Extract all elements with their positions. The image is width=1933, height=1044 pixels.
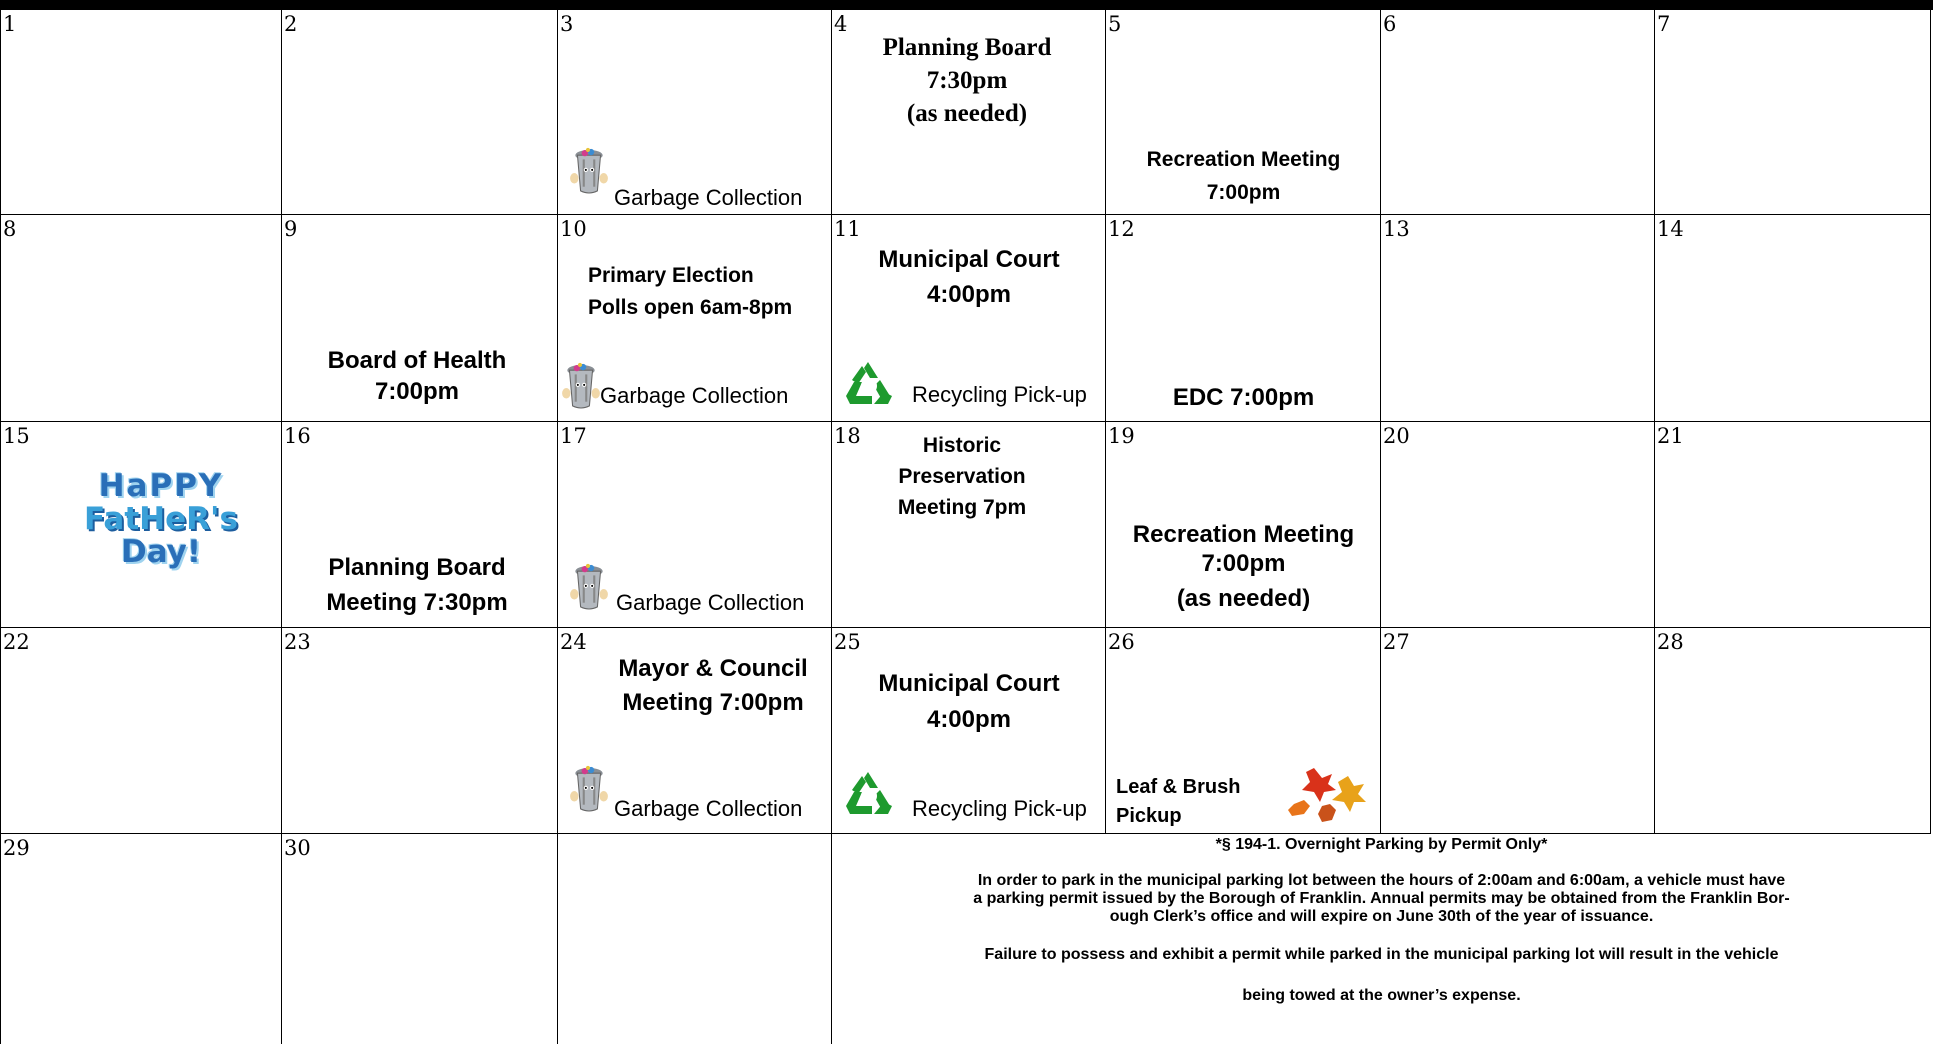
autumn-leaves-icon: [1284, 764, 1374, 826]
day-cell-11[interactable]: [832, 215, 1106, 422]
day-cell-9[interactable]: [282, 215, 558, 422]
parking-notice-line-1: In order to park in the municipal parking lot between the hours of 2:00am and 6:00am, a vehicle must have: [977, 872, 1786, 889]
day-cell-18[interactable]: [832, 422, 1106, 628]
day-number: 4: [834, 12, 848, 36]
day-cell-23[interactable]: [282, 628, 558, 834]
empty-cell: [558, 834, 832, 1044]
day-number: 28: [1657, 630, 1684, 654]
day-cell-22[interactable]: [0, 628, 282, 834]
day-number: 17: [560, 424, 587, 448]
day-cell-6[interactable]: [1381, 10, 1655, 215]
day-number: 12: [1108, 217, 1135, 241]
garbage-collection-label: Garbage Collection: [616, 590, 805, 615]
event-time: 7:30pm: [926, 67, 1008, 94]
event-time: 7:00pm: [1206, 181, 1281, 204]
parking-notice-line-3: ough Clerk’s office and will expire on June 30th of the year of issuance.: [1109, 908, 1654, 925]
day-cell-29[interactable]: [0, 834, 282, 1044]
recreation-meeting-event: [1106, 520, 1381, 613]
event-time: Meeting 7:00pm: [622, 689, 804, 716]
parking-notice-title: *§ 194-1. Overnight Parking by Permit Only*: [1215, 836, 1548, 853]
day-cell-16[interactable]: [282, 422, 558, 628]
event-time: 4:00pm: [926, 706, 1012, 733]
day-cell-15[interactable]: [0, 422, 282, 628]
day-number: 22: [3, 630, 30, 654]
day-number: 15: [3, 424, 30, 448]
day-number: 25: [834, 630, 861, 654]
day-cell-10[interactable]: [558, 215, 832, 422]
day-number: 11: [834, 217, 861, 241]
event-title: Planning Board: [328, 554, 506, 581]
event-title: Municipal Court: [878, 670, 1060, 697]
event-title: Leaf & Brush: [1116, 776, 1241, 798]
day-number: 26: [1108, 630, 1135, 654]
parking-notice-line-2: a parking permit issued by the Borough of Franklin. Annual permits may be obtained from the Franklin Bor-: [973, 890, 1790, 907]
day-number: 29: [3, 836, 30, 860]
day-number: 16: [284, 424, 311, 448]
day-number: 30: [284, 836, 311, 860]
day-number: 27: [1383, 630, 1410, 654]
day-number: 7: [1657, 12, 1671, 36]
event-note: (as needed): [906, 100, 1028, 127]
municipal-court-event: [832, 242, 1106, 312]
day-cell-17[interactable]: [558, 422, 832, 628]
board-of-health-event: [282, 345, 552, 407]
parking-notice-line-5: being towed at the owner’s expense.: [1242, 987, 1521, 1004]
day-number: 6: [1383, 12, 1397, 36]
recycling-pickup-label: Recycling Pick-up: [912, 796, 1087, 821]
garbage-can-icon: [568, 562, 610, 614]
day-cell-27[interactable]: [1381, 628, 1655, 834]
planning-board-meeting-event: [282, 550, 552, 620]
leaf-brush-event: [1116, 773, 1240, 831]
planning-board-event: [852, 31, 1082, 130]
recycle-icon: [844, 360, 894, 406]
parking-notice-line-4: Failure to possess and exhibit a permit while parked in the municipal parking lot will result in the vehicle: [984, 946, 1779, 963]
event-title: Municipal Court: [878, 246, 1060, 273]
mayor-council-event: [598, 652, 828, 720]
day-cell-19[interactable]: [1106, 422, 1381, 628]
event-title: Primary Election: [588, 264, 754, 287]
day-cell-26[interactable]: [1106, 628, 1381, 834]
garbage-collection-label: Garbage Collection: [600, 383, 789, 408]
event-note: (as needed): [1176, 585, 1311, 612]
day-cell-7[interactable]: [1655, 10, 1931, 215]
event-time: 4:00pm: [926, 281, 1012, 308]
day-number: 8: [3, 217, 17, 241]
event-title: Planning Board: [882, 34, 1052, 61]
day-number: 21: [1657, 424, 1684, 448]
day-cell-12[interactable]: [1106, 215, 1381, 422]
day-number: 2: [284, 12, 298, 36]
day-number: 1: [3, 12, 17, 36]
garbage-can-icon: [568, 146, 610, 198]
municipal-court-event: [832, 666, 1106, 738]
event-time: 7:00pm: [374, 378, 460, 405]
recycling-pickup-label: Recycling Pick-up: [912, 382, 1087, 407]
day-number: 10: [560, 217, 587, 241]
day-number: 24: [560, 630, 587, 654]
day-cell-24[interactable]: [558, 628, 832, 834]
event-title: Mayor & Council: [618, 655, 808, 682]
day-number: 23: [284, 630, 311, 654]
day-cell-14[interactable]: [1655, 215, 1931, 422]
calendar-top-border: [0, 0, 1933, 10]
historic-preservation-event: [862, 430, 1062, 523]
day-number: 20: [1383, 424, 1410, 448]
happy-fathers-day-graphic: HaPPY FatHeR's Day!: [84, 468, 238, 570]
event-time: Meeting 7pm: [897, 496, 1027, 519]
day-number: 13: [1383, 217, 1410, 241]
day-cell-4[interactable]: [832, 10, 1106, 215]
garbage-collection-label: Garbage Collection: [614, 185, 803, 210]
event-title: Historic: [922, 434, 1002, 457]
day-number: 3: [560, 12, 574, 36]
day-cell-2[interactable]: [282, 10, 558, 215]
event-title: Recreation Meeting: [1146, 148, 1341, 171]
day-cell-20[interactable]: [1381, 422, 1655, 628]
day-cell-25[interactable]: [832, 628, 1106, 834]
event-time: Polls open 6am-8pm: [588, 296, 793, 319]
event-subtitle: Preservation: [898, 465, 1026, 488]
event-title: Recreation Meeting: [1132, 521, 1355, 548]
event-subtitle: Pickup: [1116, 805, 1182, 827]
day-cell-3[interactable]: [558, 10, 832, 215]
day-number: 5: [1108, 12, 1122, 36]
parking-notice-box: [832, 834, 1931, 1044]
recycle-icon: [844, 770, 894, 816]
day-cell-8[interactable]: [0, 215, 282, 422]
day-cell-1[interactable]: [0, 10, 282, 215]
day-number: 9: [284, 217, 298, 241]
day-number: 18: [834, 424, 861, 448]
recreation-meeting-event: [1106, 143, 1381, 209]
garbage-collection-label: Garbage Collection: [614, 796, 803, 821]
day-cell-28[interactable]: [1655, 628, 1931, 834]
event-time: 7:00pm: [1201, 550, 1286, 577]
day-cell-30[interactable]: [282, 834, 558, 1044]
day-number: 14: [1657, 217, 1684, 241]
edc-event: EDC 7:00pm: [1172, 384, 1315, 411]
garbage-can-icon: [568, 764, 610, 816]
primary-election-event: [588, 260, 792, 324]
event-title: Board of Health: [327, 347, 507, 374]
day-cell-21[interactable]: [1655, 422, 1931, 628]
event-time: Meeting 7:30pm: [326, 589, 508, 616]
garbage-can-icon: [560, 361, 602, 413]
day-number: 19: [1108, 424, 1135, 448]
day-cell-5[interactable]: [1106, 10, 1381, 215]
day-cell-13[interactable]: [1381, 215, 1655, 422]
